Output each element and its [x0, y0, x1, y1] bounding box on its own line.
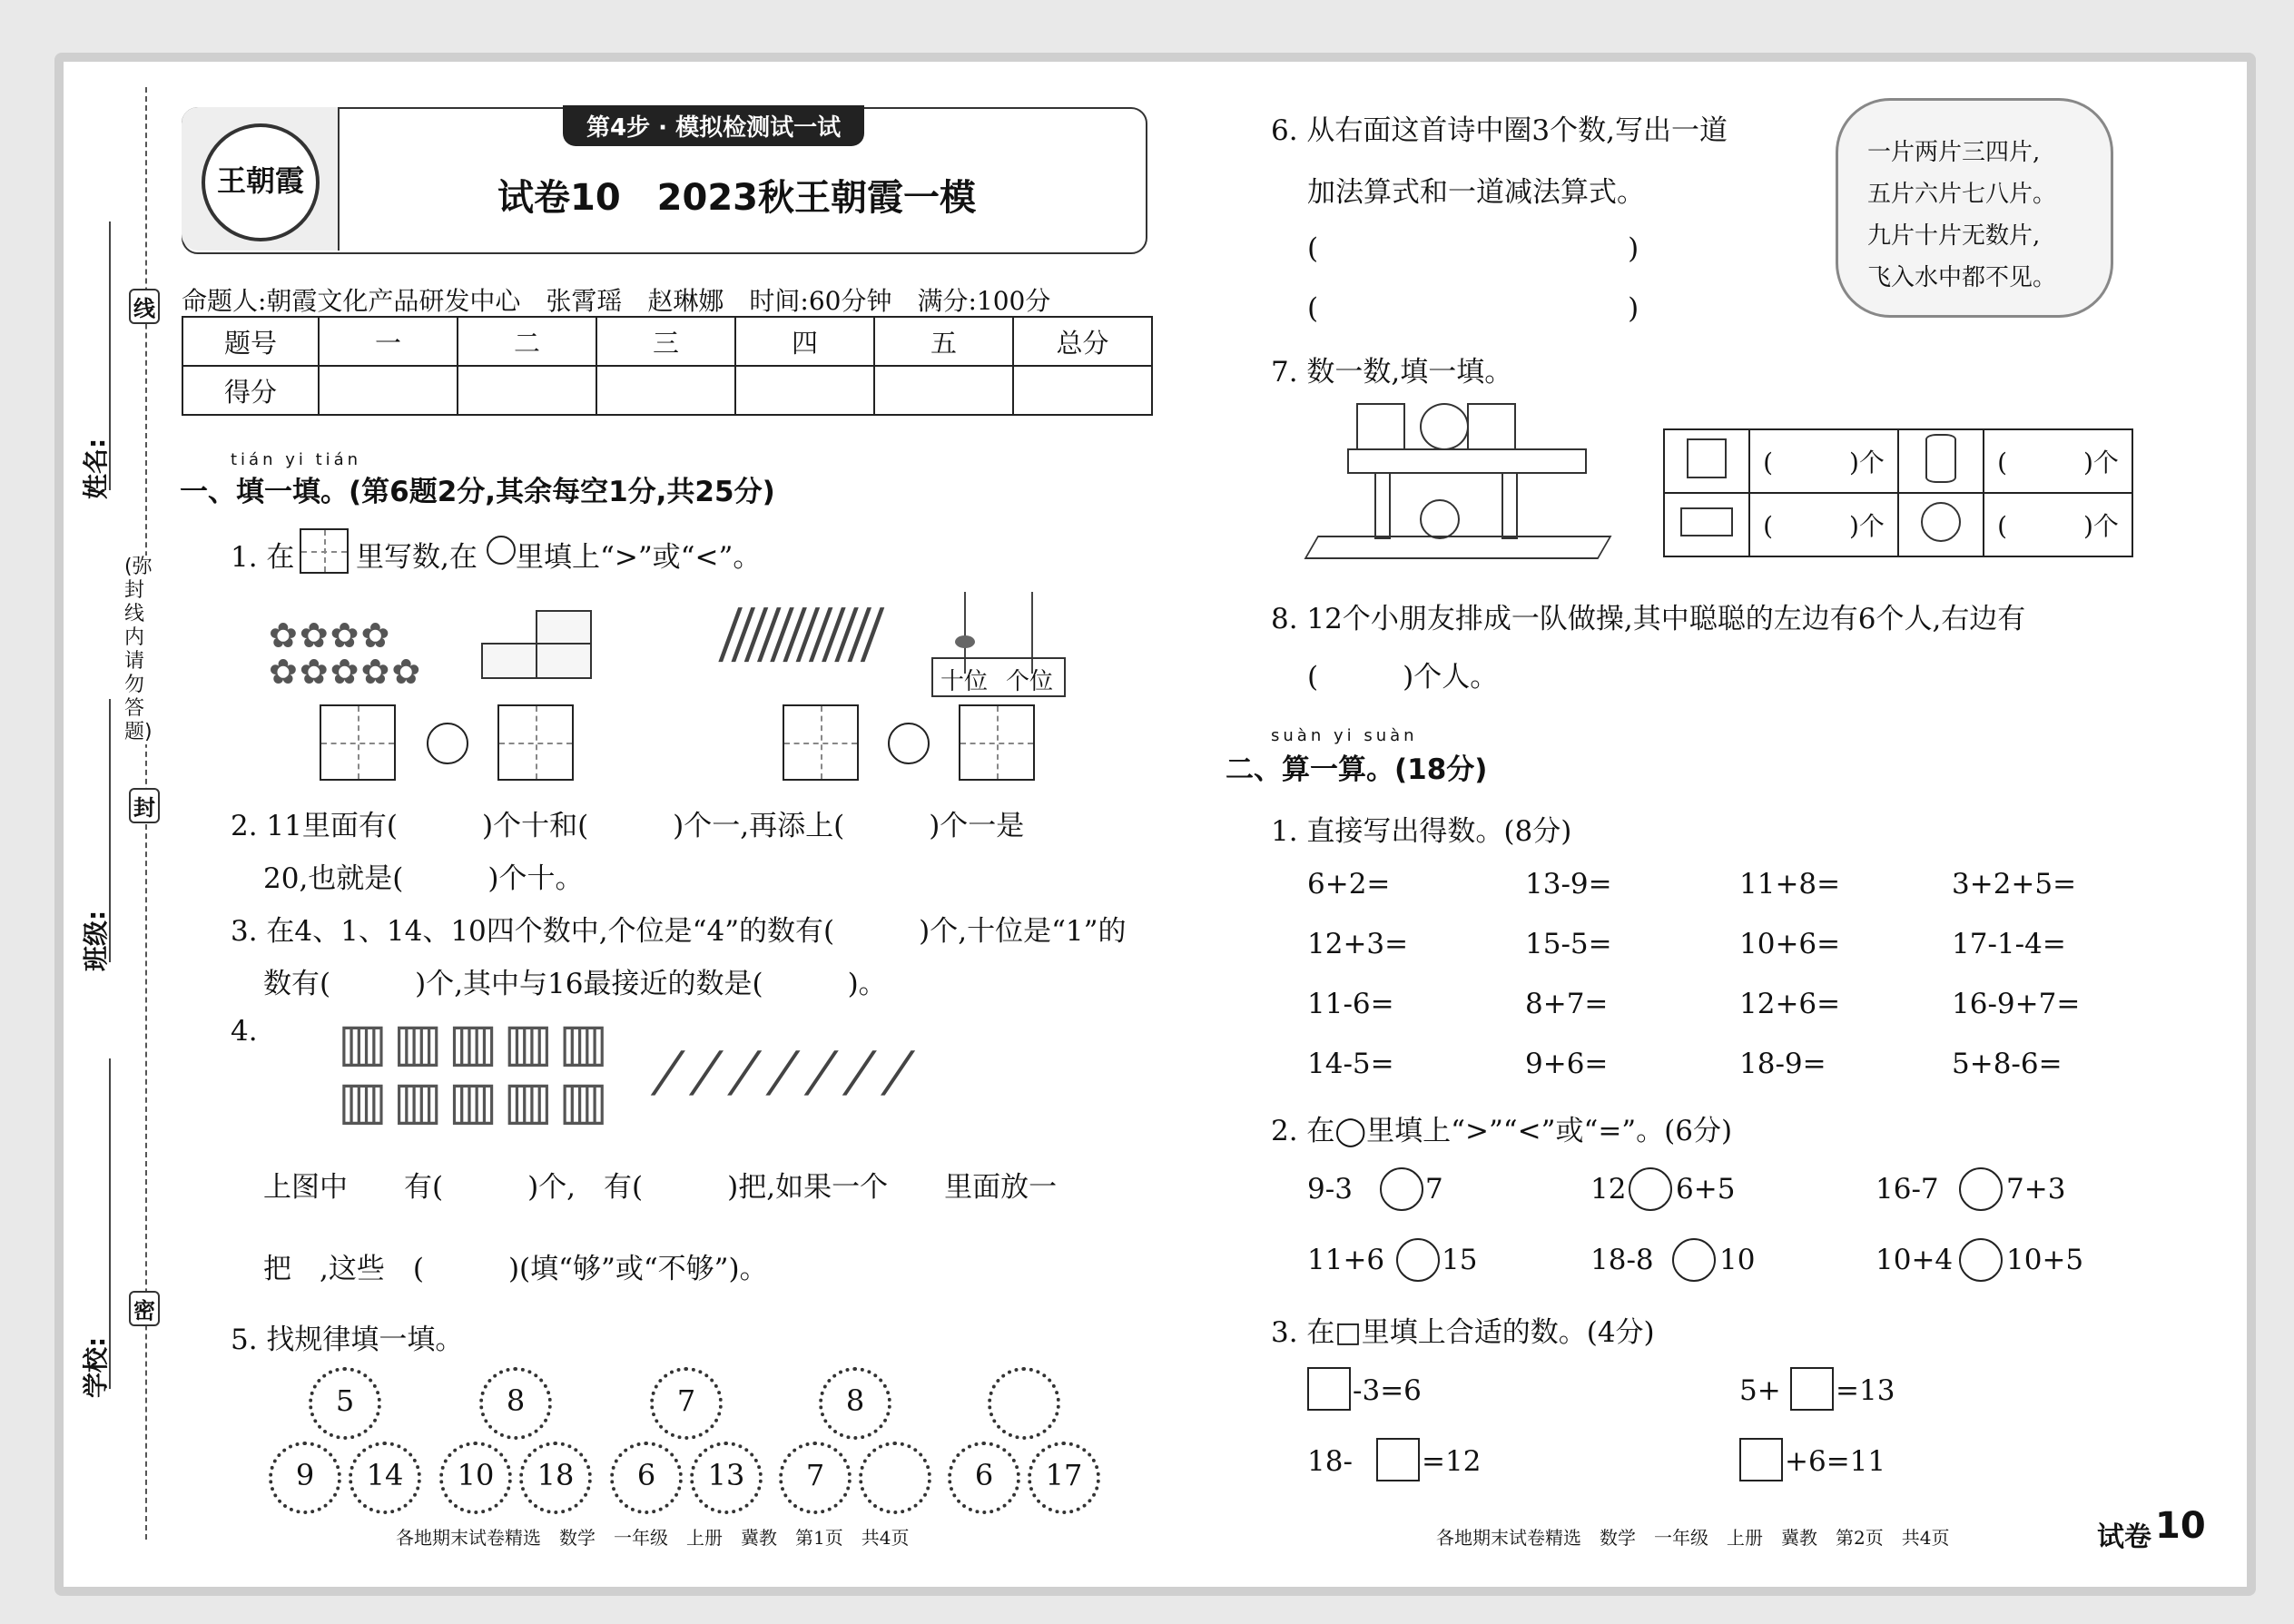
shape-table-picture	[1311, 403, 1601, 576]
score-header: 三	[596, 317, 735, 366]
seal-label: 封	[129, 788, 160, 823]
s2-pinyin: suàn yi suàn	[1271, 726, 1418, 745]
calc-item[interactable]: 18-9=	[1739, 1048, 1826, 1080]
cylinder-icon	[1898, 429, 1984, 493]
calc-item[interactable]: 5+8-6=	[1952, 1048, 2063, 1080]
fill-expr: 18-	[1307, 1445, 1353, 1478]
score-cell[interactable]	[1013, 366, 1152, 415]
flower-right: 14	[349, 1442, 421, 1514]
compare-circle[interactable]	[1959, 1167, 2003, 1211]
calc-item[interactable]: 6+2=	[1307, 868, 1391, 901]
compare-right: 10	[1719, 1244, 1756, 1276]
paper-tag-number: 10	[2155, 1505, 2206, 1547]
school-label: 学校:	[81, 1336, 111, 1398]
compare-left: 10+4	[1876, 1244, 1954, 1276]
toothbrush-picture: ///////	[647, 1040, 940, 1104]
count-blank[interactable]: ( )个	[1749, 493, 1898, 556]
calc-item[interactable]: 11-6=	[1307, 988, 1394, 1020]
q5-title: 5. 找规律填一填。	[231, 1324, 464, 1356]
flower-top: 7	[650, 1367, 723, 1440]
fill-expr: 5+	[1739, 1374, 1781, 1407]
logo-seal: 王朝霞	[202, 123, 320, 241]
seal-line-label: 线	[129, 289, 160, 324]
q2-line2: 20,也就是( )个十。	[263, 862, 584, 895]
score-cell[interactable]	[874, 366, 1013, 415]
sticks-picture: ||||||||||||	[711, 599, 890, 663]
flower-right: 17	[1028, 1442, 1100, 1514]
flower-left: 10	[439, 1442, 512, 1514]
flower-left: 7	[779, 1442, 852, 1514]
score-header: 总分	[1013, 317, 1152, 366]
count-table	[1663, 428, 2133, 557]
score-header: 二	[458, 317, 596, 366]
number-triangle	[779, 1367, 924, 1494]
compare-left: 18-8	[1590, 1244, 1654, 1276]
score-header: 题号	[182, 317, 319, 366]
compare-circle[interactable]	[1396, 1238, 1440, 1282]
flower-left: 9	[269, 1442, 341, 1514]
q7-title: 7. 数一数,填一填。	[1271, 356, 1513, 389]
compare-circle[interactable]	[1380, 1167, 1423, 1211]
compare-right: 6+5	[1676, 1173, 1736, 1206]
flower-left: 6	[948, 1442, 1020, 1514]
number-triangle	[948, 1367, 1093, 1494]
compare-right: 7+3	[2006, 1173, 2066, 1206]
q6-answer-2[interactable]: ( )	[1307, 292, 1639, 325]
score-header: 一	[319, 317, 458, 366]
flower-right: 13	[690, 1442, 763, 1514]
q4-line1: 上图中 有( )个, 有( )把,如果一个 里面放一	[263, 1171, 1058, 1204]
q1-sample-circle	[487, 536, 516, 565]
count-blank[interactable]: ( )个	[1984, 493, 2132, 556]
compare-circle[interactable]	[888, 723, 930, 764]
score-row-label: 得分	[182, 366, 319, 415]
step-label: 第4步 · 模拟检测试一试	[563, 105, 864, 146]
score-table	[182, 316, 1153, 416]
fill-box[interactable]	[1739, 1438, 1783, 1481]
q4-line2: 把 ,这些 ( )(填“够”或“不够”)。	[263, 1253, 768, 1285]
compare-left: 12	[1590, 1173, 1627, 1206]
class-label: 班级:	[81, 910, 111, 971]
s2-q3-title: 3. 在□里填上合适的数。(4分)	[1271, 1316, 1655, 1349]
sphere-icon	[1898, 493, 1984, 556]
score-cell[interactable]	[319, 366, 458, 415]
poem-line: 一片两片三四片,	[1867, 139, 2041, 166]
compare-right: 15	[1442, 1244, 1478, 1276]
abacus-labels	[931, 657, 1066, 697]
compare-left: 11+6	[1307, 1244, 1385, 1276]
answer-grid[interactable]	[959, 704, 1035, 781]
compare-right: 10+5	[2006, 1244, 2084, 1276]
poem-line: 九片十片无数片,	[1867, 222, 2041, 250]
name-label: 姓名:	[81, 438, 111, 499]
q8-line2: ( )个人。	[1307, 661, 1499, 694]
fill-expr: =13	[1836, 1374, 1895, 1407]
fill-box[interactable]	[1376, 1438, 1420, 1481]
s2-q2-title: 2. 在◯里填上“>”“<”或“=”。(6分)	[1271, 1115, 1733, 1147]
answer-grid[interactable]	[497, 704, 574, 781]
fill-box[interactable]	[1307, 1367, 1351, 1411]
calc-item[interactable]: 9+6=	[1525, 1048, 1609, 1080]
flower-right-blank[interactable]	[859, 1442, 931, 1514]
q1-mid: 里写数,在	[356, 541, 478, 574]
s1-pinyin: tián yi tián	[231, 450, 362, 469]
compare-left: 9-3	[1307, 1173, 1353, 1206]
paper-tag-label: 试卷	[2097, 1521, 2151, 1553]
name-line	[109, 221, 111, 490]
footer-right: 各地期末试卷精选 数学 一年级 上册 冀教 第2页 共4页	[1436, 1527, 1950, 1549]
answer-grid[interactable]	[320, 704, 396, 781]
flower-top: 8	[819, 1367, 891, 1440]
score-cell[interactable]	[458, 366, 596, 415]
calc-item[interactable]: 17-1-4=	[1952, 928, 2066, 960]
calc-item[interactable]: 8+7=	[1525, 988, 1609, 1020]
cuboid-icon	[1664, 493, 1749, 556]
poem-line: 五片六片七八片。	[1867, 181, 2057, 208]
poem-line: 飞入水中都不见。	[1867, 264, 2057, 291]
compare-circle[interactable]	[1629, 1167, 1672, 1211]
compare-circle[interactable]	[427, 723, 468, 764]
flower-picture: ✿✿✿✿ ✿✿✿✿✿	[269, 615, 423, 692]
page-title: 试卷10 2023秋王朝霞一模	[497, 177, 976, 219]
count-blank[interactable]: ( )个	[1984, 429, 2132, 493]
poem-cloud	[1836, 98, 2113, 318]
flower-top-blank[interactable]	[988, 1367, 1060, 1440]
q8-line1: 8. 12个小朋友排成一队做操,其中聪聪的左边有6个人,右边有	[1271, 603, 2026, 635]
school-line	[109, 1058, 111, 1389]
margin-note: (弥封线内请勿答题)	[124, 556, 153, 743]
number-triangle	[610, 1367, 755, 1494]
secret-label: 密	[129, 1291, 160, 1326]
place-one-label: 个位	[1006, 668, 1054, 695]
compare-left: 16-7	[1876, 1173, 1939, 1206]
fill-box[interactable]	[1790, 1367, 1834, 1411]
compare-right: 7	[1425, 1173, 1443, 1206]
q1-sample-box	[300, 528, 349, 574]
score-header: 五	[874, 317, 1013, 366]
score-cell[interactable]	[596, 366, 735, 415]
s2-title: 二、算一算。(18分)	[1226, 753, 1488, 786]
footer-left: 各地期末试卷精选 数学 一年级 上册 冀教 第1页 共4页	[396, 1527, 910, 1549]
calc-item[interactable]: 10+6=	[1739, 928, 1841, 960]
calc-item[interactable]: 12+3=	[1307, 928, 1409, 960]
score-header: 四	[735, 317, 874, 366]
q1-prefix: 1. 在	[231, 541, 295, 574]
q6-line2: 加法算式和一道减法算式。	[1307, 176, 1645, 209]
flower-left: 6	[610, 1442, 683, 1514]
fill-expr: -3=6	[1353, 1374, 1422, 1407]
q1-suffix: 里填上“>”或“<”。	[516, 541, 762, 574]
logo	[182, 107, 340, 251]
flower-right: 18	[519, 1442, 592, 1514]
count-blank[interactable]: ( )个	[1749, 429, 1898, 493]
fill-expr: =12	[1422, 1445, 1482, 1478]
calc-item[interactable]: 11+8=	[1739, 868, 1841, 901]
cups-picture: ▥▥▥▥▥ ▥▥▥▥▥	[338, 1011, 614, 1131]
s2-q1-title: 1. 直接写出得数。(8分)	[1271, 815, 1572, 848]
q2-line1: 2. 11里面有( )个十和( )个一,再添上( )个一是	[231, 810, 1025, 842]
number-triangle	[439, 1367, 585, 1494]
flower-top: 5	[309, 1367, 381, 1440]
q3-line2: 数有( )个,其中与16最接近的数是( )。	[263, 968, 887, 1000]
authors: 命题人:朝霞文化产品研发中心 张霄瑶 赵琳娜 时间:60分钟 满分:100分	[182, 286, 1051, 316]
calc-item[interactable]: 16-9+7=	[1952, 988, 2081, 1020]
cube-icon	[1664, 429, 1749, 493]
number-triangle	[269, 1367, 414, 1494]
flower-top: 8	[479, 1367, 552, 1440]
calc-item[interactable]: 12+6=	[1739, 988, 1841, 1020]
q6-answer-1[interactable]: ( )	[1307, 232, 1639, 265]
s1-title: 一、填一填。(第6题2分,其余每空1分,共25分)	[180, 476, 775, 508]
fill-expr: +6=11	[1785, 1445, 1886, 1478]
q6-line1: 6. 从右面这首诗中圈3个数,写出一道	[1271, 114, 1728, 147]
q4-number: 4.	[231, 1015, 258, 1048]
calc-item[interactable]: 14-5=	[1307, 1048, 1394, 1080]
calc-item[interactable]: 3+2+5=	[1952, 868, 2077, 901]
calc-item[interactable]: 13-9=	[1525, 868, 1612, 901]
place-ten-label: 十位	[940, 668, 989, 695]
score-cell[interactable]	[735, 366, 874, 415]
class-line	[109, 699, 111, 962]
calc-item[interactable]: 15-5=	[1525, 928, 1612, 960]
compare-circle[interactable]	[1672, 1238, 1716, 1282]
answer-grid[interactable]	[783, 704, 859, 781]
q3-line1: 3. 在4、1、14、10四个数中,个位是“4”的数有( )个,十位是“1”的	[231, 915, 1127, 948]
cube-picture	[481, 610, 590, 683]
compare-circle[interactable]	[1959, 1238, 2003, 1282]
abacus-bead	[955, 635, 975, 648]
